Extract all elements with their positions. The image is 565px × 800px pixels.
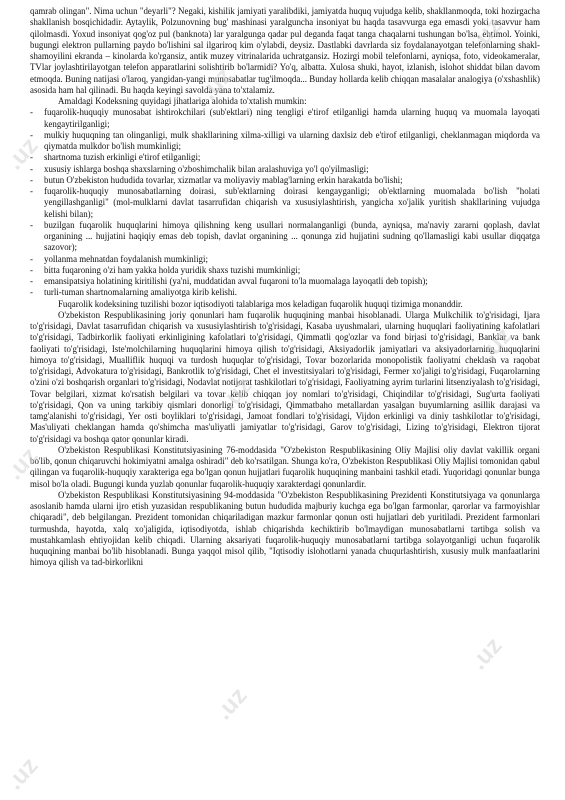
list-item: - shartnoma tuzish erkinligi e'tirof etilganligi; [30,152,540,163]
code-aspects-list [30,107,540,298]
watermark: .uz [1,752,44,796]
paragraph-article-94: O'zbekiston Respublikasi Konstitutsiyasining 94-moddasida "O'zbekiston Respublikasining Prezidenti Konstitutsiyaga va qonunlarga asoslanib hamda ularni ijro etish yuzasidan respublikaning butun hududida majburiy kuchga ega bo'lgan farmonlar, qarorlar va farmoyishlar chiqaradi", deb belgilangan. Prezident tomonidan chiqariladigan mazkur farmonlar qonun osti hujjatlari deb yuritiladi. Prezident farmonlari turmushda, hayotda, xalq xo'jaligida, iqtisodiyotda, ishlab chiqarishda kechiktirib bo'lmaydigan munosabatlarni tartibga solish va mustahkamlash ehtiyojidan kelib chiqadi. Ularning aksariyati fuqarolik-huquqiy munosabatlarni tartibga solayotganligi uchun fuqarolik huquqining manbai bo'lib hisoblanadi. Bunga yaqqol misol qilib, "Iqtisodiy islohotlarni yanada chuqurlashtirish, xususiy mulk manfaatlarini himoya qilish va tad-birkorlikni [30,489,540,568]
list-item: - butun O'zbekiston hududida tovarlar, xizmatlar va moliyaviy mablag'larning erkin harakatda bo'lishi; [30,175,540,186]
list-item: - mulkiy huquqning tan olinganligi, mulk shakllarining xilma-xilligi va ularning daxlsiz deb e'tirof etilganligi, cheklanmagan miqdorda va qiymatda mulkdor bo'lish mumkinligi; [30,130,540,153]
paragraph-article-76: O'zbekiston Respublikasi Konstitutsiyasining 76-moddasida "O'zbekiston Respublikasining Oliy Majlisi oliy davlat vakillik organi bo'lib, qonun chiqaruvchi hokimiyatni amalga oshiradi" deb ko'rsatilgan. Shunga ko'ra, O'zbekiston Respublikasi Oliy Majlisi tomonidan qabul qilingan va fuqarolik-huquqiy xarakteriga ega bo'lgan qonun hujjatlari fuqarolik huquqining manbaini tashkil etadi. Yuqoridagi qonunlar bunga misol bo'la oladi. Bugungi kunda yuzlab qonunlar fuqarolik-huquqiy xarakterdagi qonunlardir. [30,444,540,489]
list-item: - turli-tuman shartnomalarning amaliyotga kirib kelishi. [30,287,540,298]
list-item: - fuqarolik-huquqiy munosabatlarning doirasi, sub'ektlarning doirasi kengayganligi; ob'ektlarning muomalada bo'lish "holati yengillashganligi" (mol-mulklarni davlat tasarrufidan chiqarish va xususiylashtirish, yangicha xo'jalik yuritish shakllarining vujudga kelishi bilan); [30,186,540,220]
list-item: - fuqarolik-huquqiy munosabat ishtirokchilari (sub'ektlari) ning tengligi e'tirof etilganligi hamda ularning huquq va muomala layoqati kengaytirilganligi; [30,107,540,130]
watermark: .uz [1,442,44,486]
list-item: - xususiy ishlarga boshqa shaxslarning o'zboshimchalik bilan aralashuviga yo'l qo'yilmasligi; [30,164,540,175]
list-item: - bitta fuqaroning o'zi ham yakka holda yuridik shaxs tuzishi mumkinligi; [30,265,540,276]
watermark: .uz [465,632,508,676]
document-page [30,6,540,569]
list-item: - emansipatsiya holatining kiritilishi (ya'ni, muddatidan avval fuqaroni to'la muomalaga layoqatli deb topish); [30,276,540,287]
paragraph-code-structure: Fuqarolik kodeksining tuzilishi bozor iqtisodiyoti talablariga mos keladigan fuqarolik huquqi tizimiga monanddir. [58,298,463,309]
watermark: .uz [465,12,508,56]
list-item: - yollanma mehnatdan foydalanish mumkinligi; [30,254,540,265]
watermark: .uz [1,132,44,176]
watermark: .uz [475,322,518,366]
watermark: .uz [195,62,238,106]
code-aspects-intro: Amaldagi Kodeksning quyidagi jihatlariga alohida to'xtalish mumkin: [58,96,307,106]
paragraph-current-laws: O'zbekiston Respublikasining joriy qonunlari ham fuqarolik huquqining manbai hisoblanadi. Ularga Mulkchilik to'g'risidagi, Ijara to'g'risidagi, Davlat tasarrufidan chiqarish va xususiylashtirish to'g'risidagi, Kasaba uyushmalari, ularning huquqlari faoliyatining kafolatlari to'g'risidagi, Tadbirkorlik faoliyati erkinligining kafolatlari to'g'risidagi, Qimmatli qog'ozlar va fond birjasi to'g'risidagi, Banklar va bank faoliyati to'g'risidagi, Iste'molchilarning huquqlarini himoya qilish to'g'risidagi, Aksiyadorlik jamiyatlari va aksiyadorlarning huquqlarini himoya to'g'risidagi, Mualliflik huquqi va turdosh huquqlar to'g'risidagi, Tovar bozorlarida monopolistik faoliyatni cheklash va raqobat to'g'risidagi, Advokatura to'g'risidagi, Bankrotlik to'g'risidagi, Chet el investitsiyalari to'g'risidagi, Fermer xo'jaligi to'g'risidagi, Fuqarolarning o'zini o'zi boshqarish organlari to'g'risidagi, Nodavlat notijorat tashkilotlari to'g'risidagi, Faoliyatning ayrim turlarini litsenziyalash to'g'risidagi, Tovar belgilari, xizmat ko'rsatish belgilari va tovar kelib chiqqan joy nomlari to'g'risidagi, Chiqindilar to'g'risidagi, Sug'urta faoliyati to'g'risidagi, Qon va uning tarkibiy qismlari donorligi to'g'risidagi, Qimmatbaho metallardan yasalgan buyumlarning asillik darajasi va tamg'alanishi to'g'risidagi, Yer osti boyliklari to'g'risidagi, Jamoat fondlari to'g'risidagi, Vijdon erkinligi va diniy tashkilotlar to'g'risidagi, Mas'uliyati cheklangan hamda qo'shimcha mas'uliyatli jamiyatlar to'g'risidagi, Garov to'g'risidagi, Lizing to'g'risidagi, Elektron tijorat to'g'risidagi va boshqa qator qonunlar kiradi. [30,309,540,444]
paragraph-opening: qamrab olingan". Nima uchun "deyarli"? Negaki, kishilik jamiyati yaralibdiki, jamiyatda huquq vujudga kelib, shakllanmoqda, toki hozirgacha shakllanish bosqichidadir. Aytaylik, Polzunovning bug' mashinasi yaralguncha insoniyat bu haqda tasavvurga ega emasdi yoki tasavvur ham qilolmasdi. Yoxud insoniyat qog'oz pul (banknota) lar yaralgunga qadar pul deganda faqat tanga chaqalarni tushungan bo'lsa, ehtimol. Yoinki, bugungi elektron pullarning paydo bo'lishini sal ilgariroq kim o'ylabdi, deysiz. Dastlabki davrlarda siz foydalanayotgan telefonlarning shakl-shamoyilini ekranda – kinolarda ko'rgansiz, antik muzey vitrinalarida uchratgansiz. Hozirgi mobil telefonlarni, ayniqsa, foto, videokameralar, TVlar joylashtirilayotgan telefon apparatlarini solishtirib bo'larmidi? Yo'q, albatta. Xulosa shuki, hayot, izlanish, islohot shiddat bilan davom etmoqda. Buning natijasi o'laroq, yangidan-yangi munosabatlar tug'ilmoqda... Bunday hollarda kelib chiqqan masalalar analogiya (o'xshashlik) asosida ham hal qilinadi. Bu haqda keyingi savolda yana to'xtalamiz. [30,6,540,95]
watermark: .uz [210,682,253,726]
watermark: .uz [215,372,258,416]
list-item: - buzilgan fuqarolik huquqlarini himoya qilishning keng usullari normalanganligi (bunda, ayniqsa, ma'naviy zararni qoplash, davlat organining ... hujjatini haqiqiy emas deb topish, davlat organining ... qonunga zid hujjatini sudning qo'llamasligi kabi usullar diqqatga sazovor); [30,220,540,254]
